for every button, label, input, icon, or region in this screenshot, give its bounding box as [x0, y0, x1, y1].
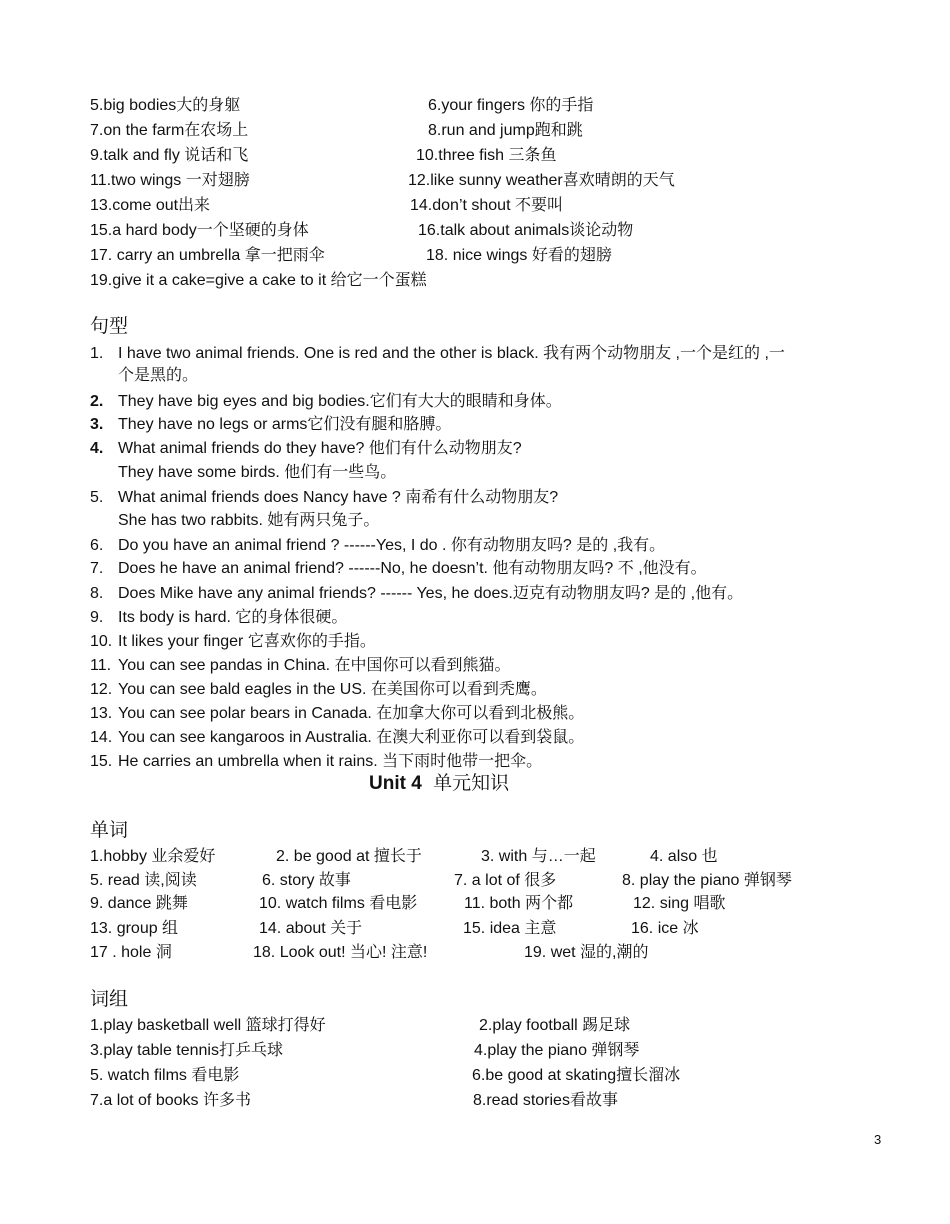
sentence-text: What animal friends do they have? 他们有什么动物朋友? — [118, 440, 522, 457]
phrase-item: 11.two wings 一对翅膀 — [90, 172, 250, 189]
phrase-item: 6.be good at skating擅长溜冰 — [472, 1067, 681, 1084]
sentence-number: 2. — [90, 393, 104, 410]
phrase-item: 5.big bodies大的身躯 — [90, 97, 241, 114]
phrase-item: 10.three fish 三条鱼 — [416, 147, 557, 164]
sentence-text: Does he have an animal friend? ------No, he doesn’t. 他有动物朋友吗? 不 ,他没有。 — [118, 560, 707, 577]
sentence-text: Do you have an animal friend ? ------Yes, I do . 你有动物朋友吗? 是的 ,我有。 — [118, 537, 666, 554]
phrases-heading: 词组 — [90, 989, 129, 1010]
sentence-text: Its body is hard. 它的身体很硬。 — [118, 609, 348, 626]
phrase-item: 7.a lot of books 许多书 — [90, 1092, 251, 1109]
sentence-text: You can see kangaroos in Australia. 在澳大利亚你可以看到袋鼠。 — [118, 729, 585, 746]
sentence-number: 12. — [90, 681, 113, 698]
sentence-number: 5. — [90, 489, 104, 506]
vocab-item: 5. read 读,阅读 — [90, 872, 197, 889]
phrase-item: 1.play basketball well 篮球打得好 — [90, 1017, 326, 1034]
unit-title-cn: 单元知识 — [433, 773, 510, 794]
sentence-number: 14. — [90, 729, 113, 746]
sentence-number: 13. — [90, 705, 113, 722]
phrase-item: 9.talk and fly 说话和飞 — [90, 147, 249, 164]
sentence-text: They have big eyes and big bodies.它们有大大的眼睛和身体。 — [118, 393, 562, 410]
sentence-number: 6. — [90, 537, 104, 554]
phrase-item: 12.like sunny weather喜欢晴朗的天气 — [408, 172, 675, 189]
sentence-text: You can see bald eagles in the US. 在美国你可以看到秃鹰。 — [118, 681, 547, 698]
vocab-item: 16. ice 冰 — [631, 920, 699, 937]
sentence-text-cont: She has two rabbits. 她有两只兔子。 — [118, 512, 380, 529]
vocab-item: 17 . hole 洞 — [90, 944, 172, 961]
vocab-item: 7. a lot of 很多 — [454, 872, 557, 889]
sentence-text: They have no legs or arms它们没有腿和胳膊。 — [118, 416, 452, 433]
vocab-item: 3. with 与…一起 — [481, 848, 596, 865]
sentence-text: You can see polar bears in Canada. 在加拿大你可以看到北极熊。 — [118, 705, 585, 722]
vocab-item: 2. be good at 擅长于 — [276, 848, 422, 865]
sentence-number: 10. — [90, 633, 113, 650]
sentence-number: 11. — [90, 657, 112, 674]
vocab-item: 1.hobby 业余爱好 — [90, 848, 216, 865]
sentence-number: 9. — [90, 609, 104, 626]
vocab-item: 13. group 组 — [90, 920, 179, 937]
phrase-item: 18. nice wings 好看的翅膀 — [426, 247, 612, 264]
vocab-item: 10. watch films 看电影 — [259, 895, 418, 912]
phrase-item: 4.play the piano 弹钢琴 — [474, 1042, 640, 1059]
vocab-item: 15. idea 主意 — [463, 920, 557, 937]
sentence-number: 8. — [90, 585, 104, 602]
vocab-item: 11. both 两个都 — [464, 895, 574, 912]
vocab-heading: 单词 — [90, 820, 129, 841]
sentence-text: You can see pandas in China. 在中国你可以看到熊猫。 — [118, 657, 511, 674]
sentences-heading: 句型 — [90, 316, 129, 337]
phrase-item: 17. carry an umbrella 拿一把雨伞 — [90, 247, 325, 264]
vocab-item: 18. Look out! 当心! 注意! — [253, 944, 428, 961]
sentence-number: 1. — [90, 345, 104, 362]
page-number: 3 — [874, 1132, 882, 1147]
phrase-item: 15.a hard body一个坚硬的身体 — [90, 222, 309, 239]
sentence-text: I have two animal friends. One is red and the other is black. 我有两个动物朋友 ,一个是红的 ,一 — [118, 345, 785, 362]
vocab-item: 9. dance 跳舞 — [90, 895, 188, 912]
sentence-number: 15. — [90, 753, 113, 770]
vocab-item: 14. about 关于 — [259, 920, 363, 937]
sentence-number: 4. — [90, 440, 104, 457]
vocab-item: 8. play the piano 弹钢琴 — [622, 872, 792, 889]
sentence-number: 3. — [90, 416, 104, 433]
phrase-item: 7.on the farm在农场上 — [90, 122, 249, 139]
phrase-item: 19.give it a cake=give a cake to it 给它一个蛋糕 — [90, 272, 427, 289]
phrase-item: 14.don’t shout 不要叫 — [410, 197, 563, 214]
unit-title-en: Unit 4 — [369, 773, 422, 794]
phrase-item: 6.your fingers 你的手指 — [428, 97, 594, 114]
phrase-item: 3.play table tennis打乒乓球 — [90, 1042, 283, 1059]
phrase-item: 8.run and jump跑和跳 — [428, 122, 583, 139]
sentence-text-cont: They have some birds. 他们有一些鸟。 — [118, 464, 397, 481]
vocab-item: 4. also 也 — [650, 848, 718, 865]
sentence-text: Does Mike have any animal friends? ------ Yes, he does.迈克有动物朋友吗? 是的 ,他有。 — [118, 585, 744, 602]
vocab-item: 6. story 故事 — [262, 872, 351, 889]
unit-title — [369, 773, 509, 795]
vocab-item: 12. sing 唱歌 — [633, 895, 726, 912]
vocab-item: 19. wet 湿的,潮的 — [524, 944, 649, 961]
phrase-item: 13.come out出来 — [90, 197, 211, 214]
phrase-item: 5. watch films 看电影 — [90, 1067, 240, 1084]
sentence-text-cont: 个是黑的。 — [118, 367, 199, 384]
sentence-number: 7. — [90, 560, 104, 577]
phrase-item: 16.talk about animals谈论动物 — [418, 222, 634, 239]
phrase-item: 8.read stories看故事 — [473, 1092, 618, 1109]
sentence-text: It likes your finger 它喜欢你的手指。 — [118, 633, 376, 650]
phrase-item: 2.play football 踢足球 — [479, 1017, 631, 1034]
sentence-text: What animal friends does Nancy have ? 南希有什么动物朋友? — [118, 489, 559, 506]
sentence-text: He carries an umbrella when it rains. 当下雨时他带一把伞。 — [118, 753, 543, 770]
